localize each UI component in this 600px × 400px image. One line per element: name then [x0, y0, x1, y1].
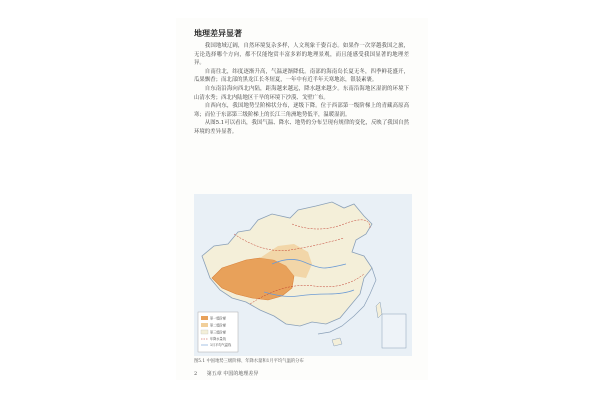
paragraph: 自东南沿海向西北内陆，距海越来越远，降水越来越少。东南沿海地区湿润的环境下山清水秀；西北内陆地区干旱的环境下沙漠、戈壁广布。 — [194, 85, 409, 101]
page-number: 2 — [194, 371, 198, 377]
body-text — [194, 42, 409, 137]
south-china-sea-inset — [382, 314, 406, 348]
paragraph: 自南往北，纬度逐渐升高，气温逐渐降低。南部的海南岛长夏无冬，四季鲜花盛开，瓜果飘香；而北部的黑龙江长冬短夏，一年中有近半年天寒地冻，银装素裹。 — [194, 68, 409, 84]
chapter-title: 第五章 中国的地理差异 — [206, 371, 259, 377]
section-heading: 地理差异显著 — [194, 29, 242, 38]
paragraph: 从图5.1可以看出，我国气温、降水、地势的分布呈现有规律的变化，反映了我国自然环境的差异显著。 — [194, 120, 409, 135]
figure-caption: 图5.1 中国地势三级阶梯、年降水量和1月平均气温的分布 — [194, 359, 304, 364]
legend-step3: 第三级阶梯 — [210, 330, 226, 335]
page-footer — [194, 370, 258, 377]
legend-step1: 第一级阶梯 — [210, 316, 226, 321]
legend-swatch-step2 — [201, 323, 208, 327]
map-legend — [198, 312, 238, 352]
china-terrain-map — [194, 194, 412, 356]
legend-swatch-step1 — [201, 316, 208, 320]
paragraph: 自西向东，我国地势呈阶梯状分布，逐级下降。位于西部第一级阶梯上的青藏高原高寒；而位于东部第三级阶梯上的长江三角洲地势低平，温暖湿润。 — [194, 103, 409, 118]
textbook-page — [176, 18, 428, 380]
paragraph: 我国地域辽阔，自然环境复杂多样，人文现象千姿百态。如果作一次穿越我国之旅，无论选择哪个方向，都不仅能饱赏丰富多彩的地理景观，而且能感受我国显著的地理差异。 — [194, 43, 409, 67]
legend-precip: 年降水量线 — [210, 337, 226, 341]
legend-swatch-step3 — [201, 330, 208, 334]
legend-temp: 1月平均气温线 — [210, 343, 232, 347]
legend-step2: 第二级阶梯 — [210, 323, 226, 328]
